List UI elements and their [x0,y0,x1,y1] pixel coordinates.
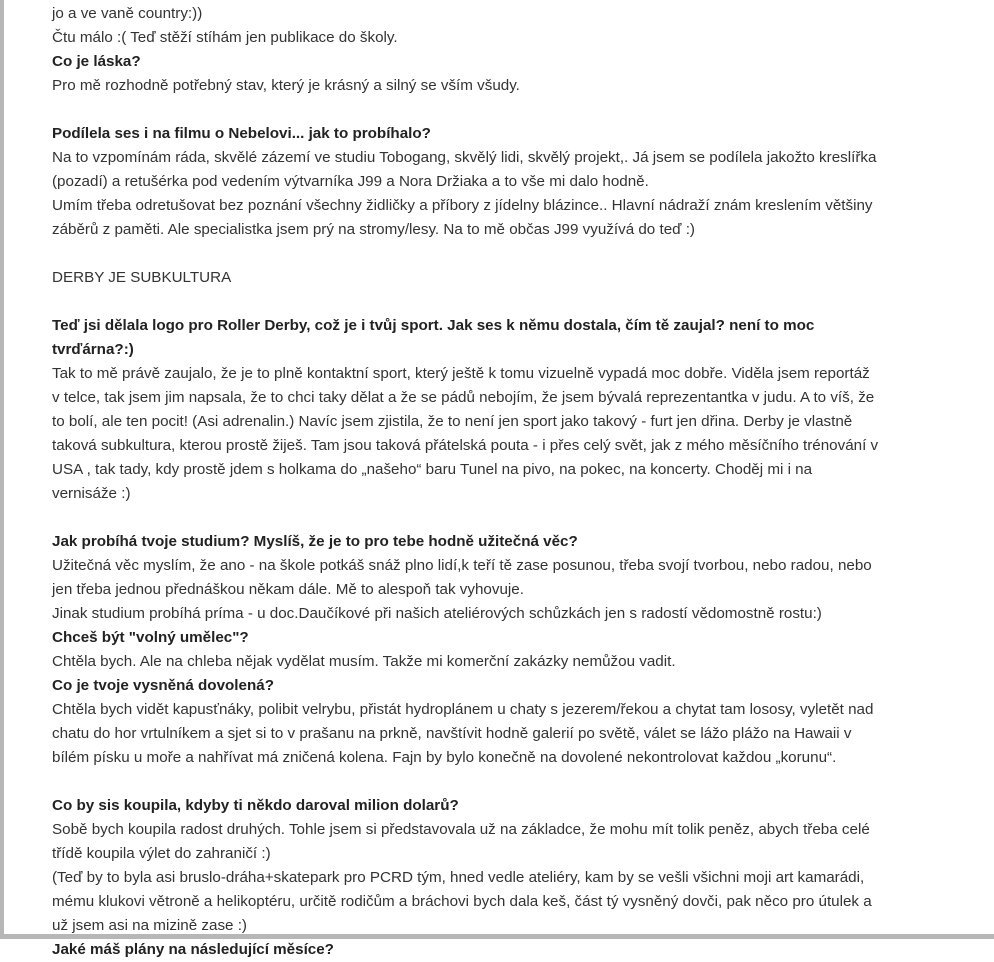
paragraph-gap [52,242,932,266]
answer-text: Tak to mě právě zaujalo, že je to plně kontaktní sport, který ještě k tomu vizuelně vypadá moc dobře. Viděla jsem reportáž [52,365,870,382]
answer-text: Jinak studium probíhá príma - u doc.Daučíkové při našich ateliérových schůzkách jen s radostí vědomostně rostu:) [52,605,822,622]
answer-text: USA , tak tady, kdy prostě jdem s holkama do „našeho“ baru Tunel na pivo, na pokec, na koncerty. Choděj mi i na [52,461,813,478]
answer-text: to bolí, ale ten pocit! (Asi adrenalin.) Navíc jsem zjistila, že to není jen sport jako takový - furt jen dřina. Derby je vlastně [52,413,853,430]
answer-text: Chtěla bych. Ale na chleba nějak vydělat musím. Takže mi komerční zakázky nemůžou vadit. [52,653,676,670]
answer-text: Umím třeba odretušovat bez poznání všechny židličky a příbory z jídelny blázince.. Hlavní nádraží znám kreslením většiny [52,197,873,214]
answer-text: vernisáže :) [52,485,131,502]
answer-text: bílém písku u moře a nahřívat má zničená kolena. Fajn by bylo konečně na dovolené nekontrolovat každou „korunu“. [52,749,837,766]
answer-text: mému klukovi větroně a helikoptéru, určitě rodičům a bráchovi bych dala keš, část tý vysněný dovči, pak něco pro útulek a [52,893,872,910]
answer-text: Pro mě rozhodně potřebný stav, který je krásný a silný se vším všudy. [52,77,520,94]
answer-text: záběrů z paměti. Ale specialistka jsem prý na stromy/lesy. Na to mě občas J99 využívá do teď :) [52,221,695,238]
paragraph-gap [52,770,932,794]
question-heading: Co je láska? [52,53,141,70]
question-heading: Jaké máš plány na následující měsíce? [52,941,334,958]
answer-text: Sobě bych koupila radost druhých. Tohle jsem si představovala už na základce, že mohu mít tolik peněz, abych třeba celé [52,821,870,838]
question-heading: Podílela ses i na filmu o Nebelovi... jak to probíhalo? [52,125,431,142]
answer-text: Čtu málo :( Teď stěží stíhám jen publikace do školy. [52,29,398,46]
answer-text: v telce, tak jsem jim napsala, že to chci taky dělat a že se pádů nebojím, že jsem bývalá reprezentantka v judu. A to víš, že [52,389,875,406]
answer-text: Chtěla bych vidět kapusťnáky, polibit velrybu, přistát hydroplánem u chaty s jezerem/řekou a chytat tam lososy, vyletět nad [52,701,874,718]
question-heading: Jak probíhá tvoje studium? Myslíš, že je to pro tebe hodně užitečná věc? [52,533,578,550]
answer-text: už jsem asi na mizině zase :) [52,917,247,934]
answer-text: (Teď by to byla asi bruslo-dráha+skatepark pro PCRD tým, hned vedle ateliéry, kam by se vešli všichni moji art kamarádi, [52,869,865,886]
answer-text: třídě koupila výlet do zahraničí :) [52,845,271,862]
paragraph-gap [52,290,932,314]
answer-text: (pozadí) a retušérka pod vedením výtvarníka J99 a Nora Držiaka a to vše mi dalo hodně. [52,173,649,190]
answer-text: Užitečná věc myslím, že ano - na škole potkáš snáž plno lidí,k teří tě zase posunou, třeba svojí tvorbou, nebo radou, nebo [52,557,872,574]
question-heading: Chceš být "volný umělec"? [52,629,249,646]
answer-text: Na to vzpomínám ráda, skvělé zázemí ve studiu Tobogang, skvělý lidi, skvělý projekt,. Já jsem se podílela jakožto kreslířka [52,149,877,166]
answer-text: chatu do hor vrtulníkem a sjet si to v prašanu na prkně, navštívit hodně galerií po světě, válet se lážo plážo na Hawaii v [52,725,852,742]
interview-article [52,2,932,962]
question-heading: Co je tvoje vysněná dovolená? [52,677,274,694]
question-heading: tvrďárna?:) [52,341,134,358]
question-heading: Teď jsi dělala logo pro Roller Derby, což je i tvůj sport. Jak ses k němu dostala, čím tě zaujal? není to moc [52,317,815,334]
section-heading: DERBY JE SUBKULTURA [52,269,232,286]
paragraph-gap [52,98,932,122]
answer-text: jen třeba jednou přednáškou někam dále. Mě to alespoň tak vyhovuje. [52,581,524,598]
paragraph-gap [52,506,932,530]
question-heading: Co by sis koupila, kdyby ti někdo daroval milion dolarů? [52,797,459,814]
answer-text: jo a ve vaně country:)) [52,5,203,22]
answer-text: taková subkultura, kterou prostě žiješ. Tam jsou taková přátelská pouta - i přes celý svět, jak z mého měsíčního trénování v [52,437,879,454]
